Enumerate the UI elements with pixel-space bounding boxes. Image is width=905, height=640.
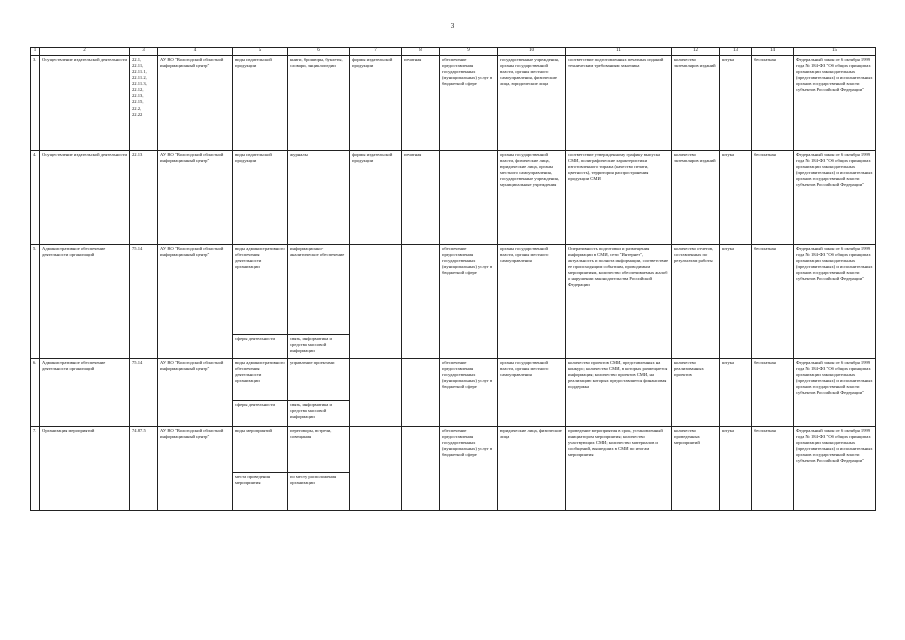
col-number: 5 [233,48,288,56]
table-cell: сферы деятельности [233,335,288,359]
table-cell: соответствие подготовленных печатных изданий техническим требованиям заказчика [566,56,672,151]
table-row [31,359,876,401]
table-cell: формы издательской продукции [350,56,402,151]
table-cell: обеспечение предоставления государственных (муниципальных) услуг в бюджетной сфере [440,245,498,359]
table-cell [402,245,440,359]
organization-cell: АУ ВО "Вологодский областной информационный центр" [158,56,233,151]
header-row [31,48,876,56]
table-cell: места проведения мероприятия [233,473,288,511]
table-cell: количество отчетов, составленных по результатам работы [672,245,720,359]
law-cell: Федеральный закон от 6 октября 1999 года № 184-ФЗ "Об общих принципах организации законодательных (представительных) и исполнительных органов государственной власти субъектов Российской Федерации" [794,245,876,359]
table-cell: бесплатная [752,245,794,359]
table-cell [402,427,440,511]
table-cell: связь, информатика и средства массовой информации [288,335,350,359]
table-cell: количество реализованных проектов [672,359,720,427]
col-number: 11 [566,48,672,56]
table-row [31,245,876,335]
col-number: 3 [130,48,158,56]
table-cell: бесплатная [752,151,794,245]
law-cell: Федеральный закон от 6 октября 1999 года № 184-ФЗ "Об общих принципах организации законодательных (представительных) и исполнительных органов государственной власти субъектов Российской Федерации" [794,359,876,427]
table-cell: государственные учреждения, органы государственной власти, органы местного самоуправления, физические лица, юридические лица [498,56,566,151]
table-cell: юридические лица, физические лица [498,427,566,511]
table-cell: количество проектов СМИ, представленных на конкурс; количество СМИ, в которых размещается информация; количество проектов СМИ, на реализацию которых предоставляется финансовая поддержка [566,359,672,427]
col-number: 6 [288,48,350,56]
col-number: 1 [31,48,40,56]
col-number: 14 [752,48,794,56]
table-cell: бесплатная [752,427,794,511]
table-cell [402,359,440,427]
table-cell: обеспечение предоставления государственных (муниципальных) услуг в бюджетной сфере [440,359,498,427]
codes-cell: 74.87.5 [130,427,158,511]
table-cell: штука [720,427,752,511]
col-number: 2 [40,48,130,56]
table-cell: штука [720,56,752,151]
activity-cell: Осуществление издательской деятельности [40,151,130,245]
codes-cell: 75.14 [130,245,158,359]
table-cell: виды издательской продукции [233,151,288,245]
law-cell: Федеральный закон от 6 октября 1999 года № 184-ФЗ "Об общих принципах организации законодательных (представительных) и исполнительных органов государственной власти субъектов Российской Федерации" [794,427,876,511]
table-cell: органы государственной власти, органы местного самоуправления [498,245,566,359]
table-cell: соответствие утвержденному графику выпуска СМИ, полиграфические характеристики изготовленного тиража (качество печати, цветность), территория распространения продукции СМИ [566,151,672,245]
codes-cell: 22.13 [130,151,158,245]
row-number: 5. [31,245,40,359]
codes-cell: 22.1, 22.11, 22.11.1, 22.11.2, 22.11.3, 22.12, 22.13, 22.15, 22.2, 22.22 [130,56,158,151]
col-number: 13 [720,48,752,56]
table-cell: печатная [402,56,440,151]
col-number: 8 [402,48,440,56]
codes-cell: 75.14 [130,359,158,427]
organization-cell: АУ ВО "Вологодский областной информационный центр" [158,359,233,427]
col-number: 10 [498,48,566,56]
row-number: 7. [31,427,40,511]
activity-cell: Административное обеспечение деятельности организаций [40,245,130,359]
col-number: 15 [794,48,876,56]
table-cell: количество проведенных мероприятий [672,427,720,511]
activity-cell: Административное обеспечение деятельности организаций [40,359,130,427]
table-cell: обеспечение предоставления государственных (муниципальных) услуг в бюджетной сфере [440,427,498,511]
row-number: 3. [31,56,40,151]
table-row [31,427,876,473]
table-cell: виды мероприятий [233,427,288,473]
table-cell: штука [720,151,752,245]
organization-cell: АУ ВО "Вологодский областной информационный центр" [158,427,233,511]
row-number: 4. [31,151,40,245]
table-cell: по месту расположения организации [288,473,350,511]
table-cell: органы государственной власти, органы местного самоуправления [498,359,566,427]
table-cell: управление проектами [288,359,350,401]
table-cell: бесплатная [752,56,794,151]
organization-cell: АУ ВО "Вологодский областной информационный центр" [158,151,233,245]
table-cell [440,151,498,245]
table-cell: обеспечение предоставления государственных (муниципальных) услуг в бюджетной сфере [440,56,498,151]
law-cell: Федеральный закон от 6 октября 1999 года № 184-ФЗ "Об общих принципах организации законодательных (представительных) и исполнительных органов государственной власти субъектов Российской Федерации" [794,151,876,245]
table-cell: штука [720,245,752,359]
table-cell: сферы деятельности [233,401,288,427]
activity-cell: Осуществление издательской деятельности [40,56,130,151]
table-cell: печатная [402,151,440,245]
law-cell: Федеральный закон от 6 октября 1999 года № 184-ФЗ "Об общих принципах организации законодательных (представительных) и исполнительных органов государственной власти субъектов Российской Федерации" [794,56,876,151]
table-cell: виды административного обеспечения деятельности организации [233,245,288,335]
table-cell: виды издательской продукции [233,56,288,151]
table-cell [350,427,402,511]
table-cell: Оперативность подготовки и размещения информации в СМИ, сети "Интернет", актуальность и полнота информации, соответствие ее происходящим событиям, проводимым мероприятиям, количество обеспечиваемых жалоб о нарушении законодательства Российской Федерации [566,245,672,359]
col-number: 7 [350,48,402,56]
table-row [31,56,876,151]
table-cell: связь, информатика и средства массовой информации [288,401,350,427]
col-number: 12 [672,48,720,56]
table-cell: штука [720,359,752,427]
table-cell: формы издательской продукции [350,151,402,245]
row-number: 6. [31,359,40,427]
table-cell: проведение мероприятия в срок, установленный инициатором мероприятия; количество участвующих СМИ; количество материалов и сообщений, вышедших в СМИ по итогам мероприятия [566,427,672,511]
table-cell: книги, брошюры, буклеты, словари, энциклопедии [288,56,350,151]
table-row [31,151,876,245]
table-cell [350,359,402,427]
table-cell: органы государственной власти, физические лица, юридические лица, органы местного самоуправления, государственные учреждения, муниципальные учреждения [498,151,566,245]
table-cell: бесплатная [752,359,794,427]
activity-cell: Организация мероприятий [40,427,130,511]
table-cell: переговоры, встречи, совещания [288,427,350,473]
col-number: 4 [158,48,233,56]
organization-cell: АУ ВО "Вологодский областной информационный центр" [158,245,233,359]
table-cell: количество экземпляров изданий [672,151,720,245]
table-cell: количество экземпляров изданий [672,56,720,151]
services-table [30,47,876,511]
table-cell: виды административного обеспечения деятельности организации [233,359,288,401]
table-cell: журналы [288,151,350,245]
table-cell [350,245,402,359]
col-number: 9 [440,48,498,56]
page-number: 3 [450,22,455,30]
table-cell: информационно-аналитическое обеспечение [288,245,350,335]
